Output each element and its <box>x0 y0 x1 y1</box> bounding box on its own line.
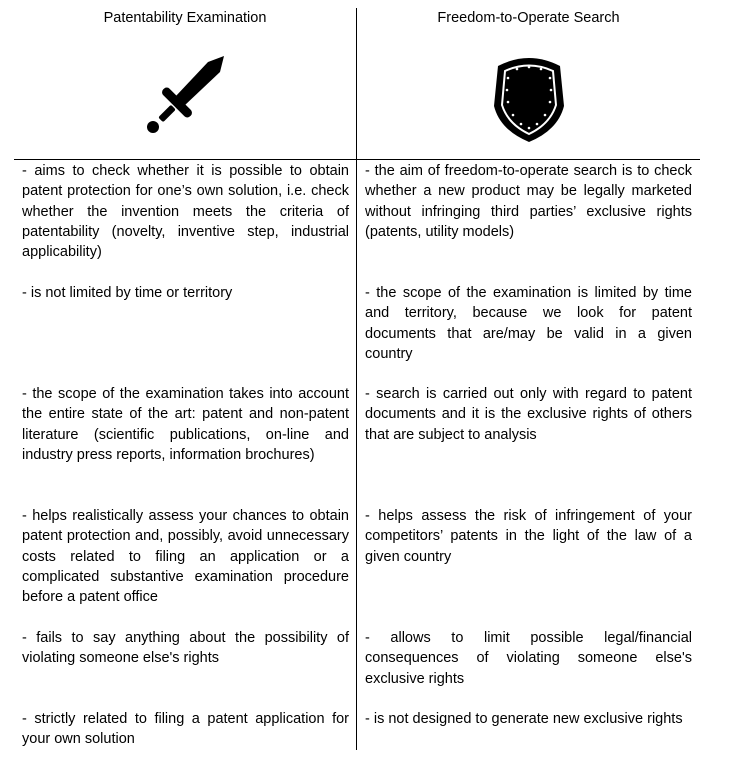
right-item-2: - the scope of the examination is limited by time and territory, because we look for patent documents that are/may be valid in a given country <box>365 285 692 362</box>
left-item-3: - the scope of the examination takes into account the entire state of the art: patent and non-patent literature (scientific publications, on-line and industry press reports, information brochures) <box>22 386 349 463</box>
right-item-1: - the aim of freedom-to-operate search is to check whether a new product may be legally marketed without infringing third parties’ exclusive rights (patents, utility models) <box>365 163 692 240</box>
left-item-2: - is not limited by time or territory <box>22 285 233 301</box>
left-item-1: - aims to check whether it is possible to obtain patent protection for one’s own solution, i.e. check whether the invention meets the criteria of patentability (novelty, inventive step, industrial applicability) <box>22 163 349 261</box>
left-item-6: - strictly related to filing a patent application for your own solution <box>22 711 349 748</box>
right-item-6: - is not designed to generate new exclusive rights <box>365 711 683 727</box>
shield-icon <box>492 54 566 144</box>
right-item-4: - helps assess the risk of infringement of your competitors’ patents in the light of the law of a given country <box>365 508 692 565</box>
left-item-5: - fails to say anything about the possibility of violating someone else's rights <box>22 630 349 667</box>
right-item-3: - search is carried out only with regard to patent documents and it is the exclusive rights of others that are subject to analysis <box>365 386 692 443</box>
right-column-title: Freedom-to-Operate Search <box>437 10 620 26</box>
column-divider <box>356 8 357 750</box>
left-item-4: - helps realistically assess your chances to obtain patent protection and, possibly, avoid unnecessary costs related to filing an application or a complicated substantive examination procedure before a patent office <box>22 508 349 606</box>
sword-icon <box>144 52 228 136</box>
right-item-5: - allows to limit possible legal/financial consequences of violating someone else's exclusive rights <box>365 630 692 687</box>
header-divider <box>14 159 700 160</box>
left-column-title: Patentability Examination <box>103 10 267 26</box>
